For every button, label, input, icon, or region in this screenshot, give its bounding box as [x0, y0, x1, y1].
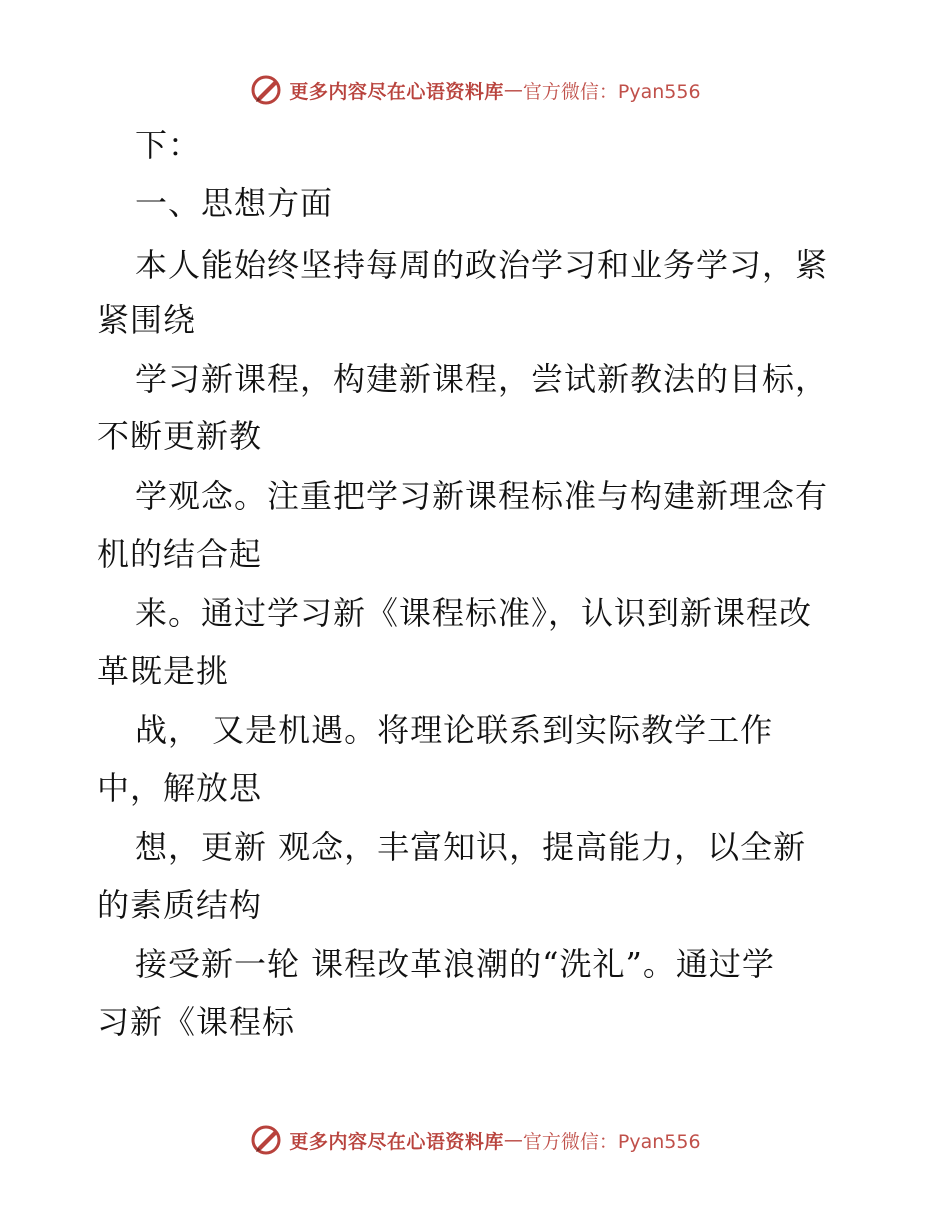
body-line: 革既是挑	[97, 652, 230, 690]
footer-banner	[0, 1120, 950, 1160]
footer-brand-text: 更多内容尽在心语资料库	[289, 1130, 504, 1153]
body-line: 学习新课程，构建新课程，尝试新教法的目标，	[135, 360, 829, 398]
body-line: 的素质结构	[97, 886, 263, 924]
body-line: 下：	[135, 126, 202, 164]
body-line: 战， 又是机遇。将理论联系到实际教学工作	[135, 711, 774, 749]
pen-logo-icon	[249, 1123, 283, 1157]
body-line: 机的结合起	[97, 535, 263, 573]
body-line: 紧围绕	[97, 301, 197, 339]
body-line: 来。通过学习新《课程标准》，认识到新课程改	[135, 594, 813, 632]
body-line: 中，解放思	[97, 769, 263, 807]
header-banner	[0, 70, 950, 110]
body-line: 接受新一轮 课程改革浪潮的“洗礼”。通过学	[135, 945, 775, 983]
pen-logo-icon	[249, 73, 283, 107]
footer-separator: —	[503, 1129, 523, 1151]
body-line: 一、思想方面	[135, 184, 334, 222]
body-line: 习新《课程标	[97, 1003, 296, 1041]
header-brand-text: 更多内容尽在心语资料库	[289, 80, 504, 103]
body-line: 想，更新 观念，丰富知识，提高能力，以全新	[135, 828, 807, 866]
body-line: 不断更新教	[97, 417, 263, 455]
footer-wechat-text: 官方微信：Pyan556	[522, 1130, 701, 1153]
header-separator: —	[503, 79, 523, 101]
body-line: 学观念。注重把学习新课程标准与构建新理念有	[135, 477, 829, 515]
header-wechat-text: 官方微信：Pyan556	[522, 80, 701, 103]
body-line: 本人能始终坚持每周的政治学习和业务学习，紧	[135, 246, 829, 284]
